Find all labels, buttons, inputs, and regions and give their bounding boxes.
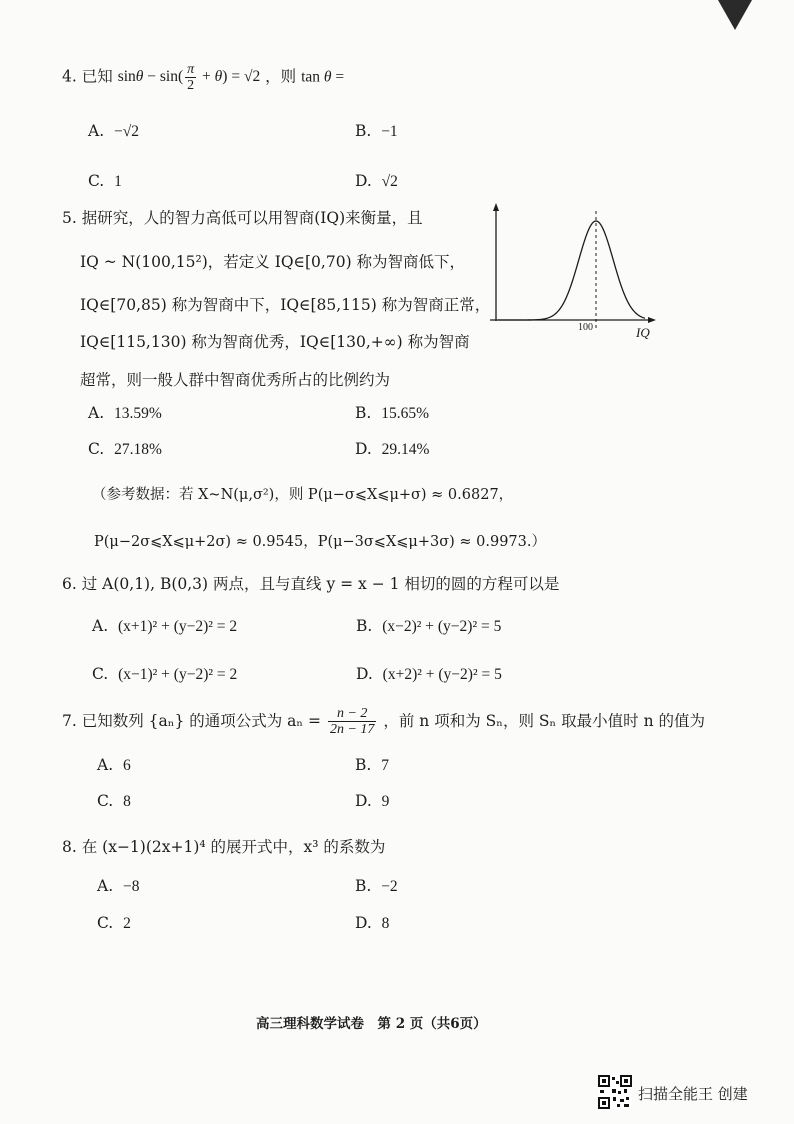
- page-footer: 高三理科数学试卷 第 2 页（共6页）: [256, 1016, 487, 1032]
- question-number: 5.: [62, 209, 77, 227]
- q5-option-b: B. 15.65%: [355, 404, 429, 422]
- q7-option-a: A. 6: [97, 756, 131, 774]
- question-text-post: ，则: [265, 67, 297, 86]
- question-number: 7.: [62, 711, 77, 730]
- x-axis-label: IQ: [636, 325, 650, 340]
- q6-option-a: A. (x+1)² + (y−2)² = 2: [92, 617, 238, 635]
- scanner-watermark: 扫描全能王 创建: [638, 1085, 748, 1103]
- question-text-pre: 已知: [81, 67, 113, 86]
- q4-option-c: C. 1: [88, 172, 122, 190]
- q6-option-d: D. (x+2)² + (y−2)² = 5: [356, 665, 502, 683]
- bell-curve: [498, 221, 645, 320]
- qr-code-icon: [598, 1075, 632, 1109]
- q5-option-d: D. 29.14%: [355, 440, 430, 458]
- q8-option-d: D. 8: [355, 914, 390, 932]
- q5-option-a: A. 13.59%: [88, 404, 162, 422]
- q6-option-b: B. (x−2)² + (y−2)² = 5: [356, 617, 502, 635]
- normal-distribution-graph: [490, 203, 660, 343]
- q8-option-c: C. 2: [97, 914, 131, 932]
- y-axis-arrow: [493, 203, 499, 211]
- corner-registration-mark: [718, 0, 752, 30]
- question-number: 8.: [62, 838, 77, 856]
- question-5-line-3: IQ∈[70,85) 称为智商中下，IQ∈[85,115) 称为智商正常，: [80, 296, 491, 314]
- q5-option-c: C. 27.18%: [88, 440, 162, 458]
- reference-data-line-1: （参考数据：若 X~N(μ,σ²)，则 P(μ−σ⩽X⩽μ+σ) ≈ 0.6827，: [92, 487, 514, 503]
- question-5-line-5: 超常，则一般人群中智商优秀所占的比例约为: [80, 371, 391, 389]
- q8-option-b: B. −2: [355, 877, 398, 895]
- q4-option-b: B. −1: [355, 122, 398, 140]
- q7-option-b: B. 7: [355, 756, 389, 774]
- reference-data-line-2: P(μ−2σ⩽X⩽μ+2σ) ≈ 0.9545，P(μ−3σ⩽X⩽μ+3σ) ≈ 0.9973.）: [94, 534, 546, 550]
- q4-option-a: A. −√2: [88, 122, 139, 140]
- q8-option-a: A. −8: [97, 877, 140, 895]
- question-5-line-4: IQ∈[115,130) 称为智商优秀，IQ∈[130,+∞) 称为智商: [80, 333, 470, 351]
- question-5-line-1: 5. 据研究，人的智力高低可以用智商(IQ)来衡量，且: [62, 209, 423, 227]
- q7-option-c: C. 8: [97, 792, 131, 810]
- x-axis-arrow: [648, 317, 656, 323]
- x-tick-100: 100: [578, 322, 593, 333]
- question-4: [62, 62, 344, 94]
- q4-option-d: D. √2: [355, 172, 398, 190]
- question-6: 6. 过 A(0,1), B(0,3) 两点，且与直线 y = x − 1 相切的圆的方程可以是: [62, 575, 560, 593]
- general-term-fraction: $\frac{n - 2}{2n - 17}$: [329, 706, 375, 738]
- question-7: 7. 已知数列 {aₙ} 的通项公式为 aₙ = $\frac{n - 2}{2n - 17}$ ，前 n 项和为 Sₙ，则 Sₙ 取最小值时 n 的值为: [62, 706, 705, 738]
- q7-option-d: D. 9: [355, 792, 390, 810]
- equation: sinθ − sin( $\frac{\pi}{2}$ + θ) = √2: [117, 62, 261, 94]
- question-number: 6.: [62, 575, 77, 593]
- question-5-line-2: IQ ~ N(100,15²)，若定义 IQ∈[0,70) 称为智商低下，: [80, 253, 466, 271]
- question-8: 8. 在 (x−1)(2x+1)⁴ 的展开式中，x³ 的系数为: [62, 838, 386, 856]
- question-number: 4.: [62, 67, 77, 86]
- target-expression: tan θ =: [301, 68, 345, 86]
- q6-option-c: C. (x−1)² + (y−2)² = 2: [92, 665, 238, 683]
